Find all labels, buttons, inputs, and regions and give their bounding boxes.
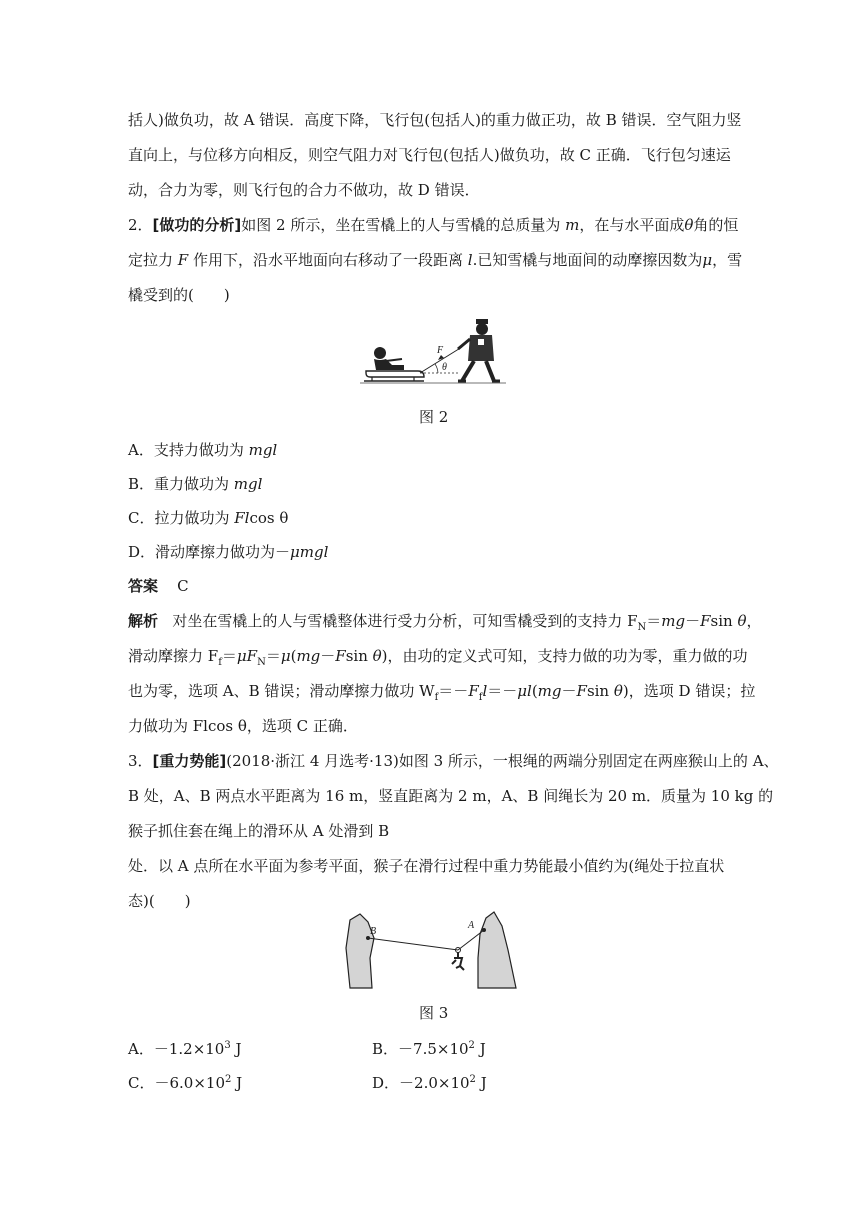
- q3-stem-line-5: 态)( ): [128, 892, 191, 910]
- q3-stem-line-1: 3．[重力势能](2018·浙江 4 月选考·13)如图 3 所示，一根绳的两端分别固定在两座猴山上的 A、: [128, 752, 779, 770]
- analysis-line-2: 滑动摩擦力 $F_f=\mu F_N=\mu(mg-Fsin$ θ)，由功的定义式可知，支持力做的功为零，重力做的功: [128, 647, 748, 668]
- sled-figure: [358, 315, 508, 390]
- point-b-label: B: [370, 926, 377, 937]
- analysis-line-3: 也为零，选项 A、B 错误；滑动摩擦力做功 $W_f=-F_fl=-\mu l(mg-Fsin$ θ)，选项 D 错误；拉: [128, 682, 756, 703]
- figure-2-caption: 图 2: [419, 408, 449, 426]
- analysis-line-1: 解析 对坐在雪橇上的人与雪橇整体进行受力分析，可知雪橇受到的支持力 $F_N=mg-Fsin$ θ，: [128, 612, 762, 633]
- q3-option-d[interactable]: D．$-2.0\times 10^2$ J: [372, 1074, 487, 1092]
- q2-option-b[interactable]: B．重力做功为 mgl: [128, 475, 263, 493]
- answer-label: 答案: [128, 577, 159, 595]
- q3-stem-line-3: 猴子抓住套在绳上的滑环从 A 处滑到 B: [128, 822, 390, 840]
- point-a-label: A: [468, 920, 475, 931]
- paragraph-line: 直向上，与位移方向相反，则空气阻力对飞行包(包括人)做负功，故 C 正确．飞行包匀速运: [128, 146, 731, 164]
- q2-stem-line-3: 橇受到的( ): [128, 286, 230, 304]
- analysis-line-4: 力做功为 Flcos θ，选项 C 正确．: [128, 717, 358, 735]
- q3-tag: [重力势能]: [152, 752, 227, 770]
- figure-3-caption: 图 3: [419, 1004, 449, 1022]
- angle-label: θ: [442, 362, 447, 373]
- q3-option-a[interactable]: A．$-1.2\times 10^3$ J: [128, 1040, 242, 1058]
- q3-option-b[interactable]: B．$-7.5\times 10^2$ J: [372, 1040, 486, 1058]
- answer-value: C: [177, 577, 189, 595]
- q2-stem-line-1: 2．[做功的分析]如图 2 所示，坐在雪橇上的人与雪橇的总质量为 m，在与水平面成θ角的恒: [128, 216, 739, 234]
- q2-answer: [128, 576, 189, 596]
- q2-number: 2．: [128, 216, 153, 234]
- q3-stem-line-2: B 处，A、B 两点水平距离为 16 m，竖直距离为 2 m，A、B 间绳长为 20 m．质量为 10 kg 的: [128, 787, 774, 805]
- q2-stem-line-2: 定拉力 F 作用下，沿水平地面向右移动了一段距离 l.已知雪橇与地面间的动摩擦因数为μ，雪: [128, 251, 743, 269]
- q3-stem-line-4: 处．以 A 点所在水平面为参考平面，猴子在滑行过程中重力势能最小值约为(绳处于拉直状: [128, 857, 725, 875]
- q2-option-d[interactable]: D．滑动摩擦力做功为－μmgl: [128, 543, 329, 561]
- q2-option-a[interactable]: A．支持力做功为 mgl: [128, 441, 278, 459]
- q3-option-c[interactable]: C．$-6.0\times 10^2$ J: [128, 1074, 243, 1092]
- paragraph-line: 动，合力为零，则飞行包的合力不做功，故 D 错误．: [128, 181, 480, 199]
- q2-tag: [做功的分析]: [152, 216, 242, 234]
- monkey-mountain-figure: [338, 908, 528, 990]
- force-label: F: [437, 345, 444, 356]
- paragraph-line: 括人)做负功，故 A 错误．高度下降，飞行包(包括人)的重力做正功，故 B 错误．空气阻力竖: [128, 111, 742, 129]
- q2-option-c[interactable]: C．拉力做功为 Flcos θ: [128, 509, 289, 527]
